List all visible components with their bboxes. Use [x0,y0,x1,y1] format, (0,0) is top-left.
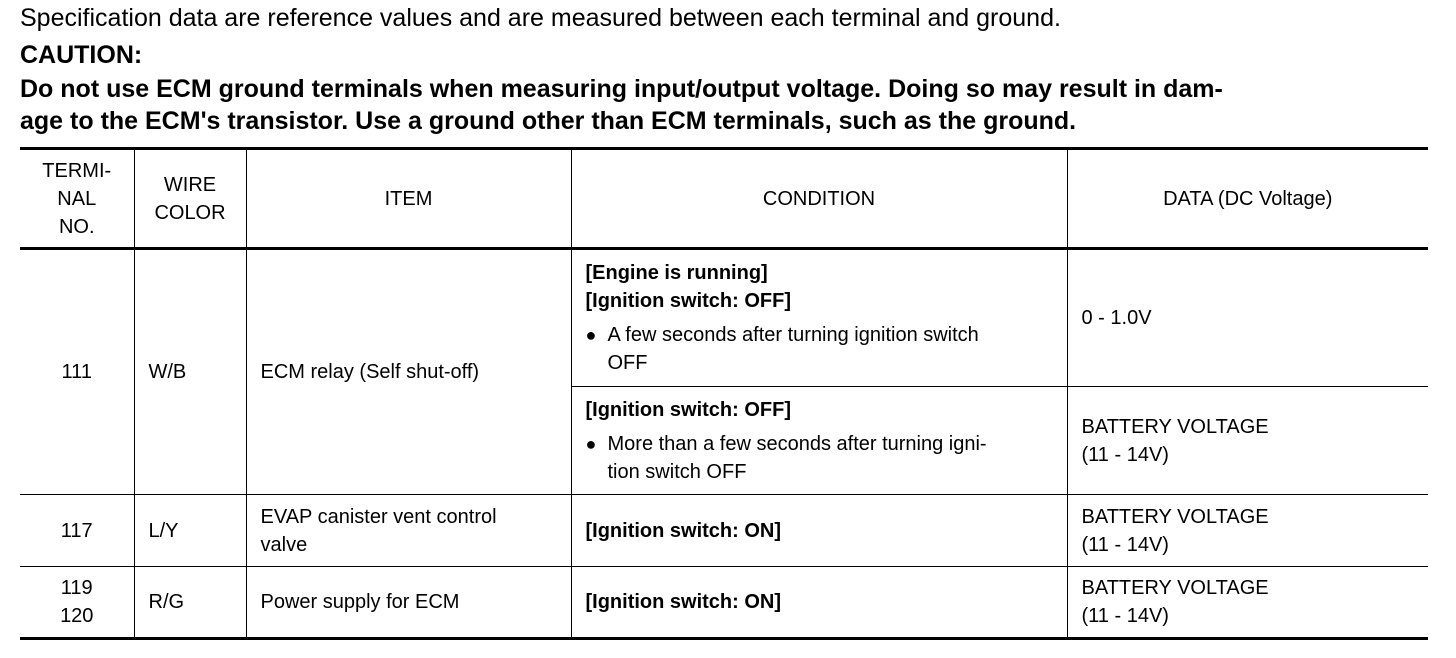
terminal-cell [20,567,134,639]
ecm-terminal-table [20,147,1428,640]
terminal-cell: 117 [20,495,134,567]
item-cell: ECM relay (Self shut-off) [246,249,571,495]
item-cell: Power supply for ECM [246,567,571,639]
data-cell [1067,567,1428,639]
condition-bold-line: [Ignition switch: ON] [585,519,782,542]
intro-text: Specification data are reference values and are measured between each terminal and ground. [20,4,1061,32]
caution-line-1: Do not use ECM ground terminals when measuring input/output voltage. Doing so may result in dam- [20,75,1223,103]
item-cell [246,495,571,567]
data-line: 0 - 1.0V [1081,307,1152,329]
terminal-line: 119 [60,577,93,599]
data-line: (11 - 14V) [1081,533,1169,556]
item-line: valve [260,533,308,556]
data-line: (11 - 14V) [1081,605,1169,627]
condition-bullet-text [608,430,1053,486]
bullet-text-line: More than a few seconds after turning igni- [607,432,987,455]
condition-cell [571,249,1067,387]
header-wire-color [134,149,246,249]
bullet-icon: ● [585,325,597,345]
table-row [20,495,1428,567]
header-terminal-line-3: NO. [58,215,95,238]
wire-color-cell: L/Y [134,495,246,567]
wire-color-cell: R/G [134,567,246,639]
condition-bullet [586,430,1053,486]
condition-bold-line: [Ignition switch: OFF] [585,290,792,312]
data-cell [1067,387,1428,495]
table-header-row [20,149,1428,249]
data-line: BATTERY VOLTAGE [1081,505,1269,528]
bullet-text-line: OFF [607,352,648,374]
condition-bullet-text [608,321,1053,377]
bullet-text-line: A few seconds after turning ignition switch [607,324,979,346]
header-wire-line-1: WIRE [163,173,217,196]
condition-bold-line: [Engine is running] [585,262,768,284]
header-condition: CONDITION [571,149,1067,249]
condition-cell [571,387,1067,495]
item-line: EVAP canister vent control [260,505,497,528]
condition-bold-line: [Ignition switch: ON] [585,591,782,613]
data-cell [1067,495,1428,567]
header-terminal-line-2: NAL [57,187,97,210]
header-terminal-no [20,149,134,249]
bullet-text-line: tion switch OFF [607,460,747,483]
condition-cell [571,495,1067,567]
bullet-icon: ● [585,433,597,454]
table-row [20,567,1428,639]
caution-heading: CAUTION: [20,41,143,69]
table-row [20,249,1428,387]
caution-body [20,73,1440,137]
condition-cell [571,567,1067,639]
wire-color-cell: W/B [134,249,246,495]
header-terminal-line-1: TERMI- [42,159,112,182]
header-item: ITEM [246,149,571,249]
terminal-cell: 111 [20,249,134,495]
data-line: BATTERY VOLTAGE [1081,577,1269,599]
data-cell [1067,249,1428,387]
header-wire-line-2: COLOR [154,201,226,224]
condition-bold-line: [Ignition switch: OFF] [585,398,792,421]
condition-bullet [586,321,1053,377]
data-line: BATTERY VOLTAGE [1081,415,1269,438]
header-data: DATA (DC Voltage) [1067,149,1428,249]
caution-line-2: age to the ECM's transistor. Use a ground other than ECM terminals, such as the ground. [20,107,1077,135]
data-line: (11 - 14V) [1081,443,1169,466]
terminal-line: 120 [60,605,94,627]
